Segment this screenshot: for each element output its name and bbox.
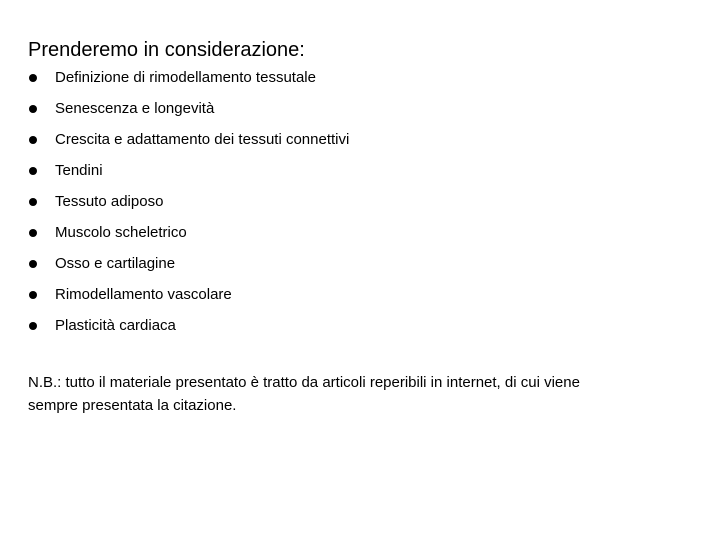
list-item <box>0 189 720 220</box>
bullet-icon <box>29 291 37 299</box>
bullet-icon <box>29 260 37 268</box>
list-item <box>0 251 720 282</box>
bullet-icon <box>29 105 37 113</box>
list-item <box>0 313 720 344</box>
list-item <box>0 158 720 189</box>
list-item-label: Muscolo scheletrico <box>55 224 187 241</box>
list-item-label: Rimodellamento vascolare <box>55 286 232 303</box>
list-item <box>0 127 720 158</box>
slide-heading: Prenderemo in considerazione: <box>28 39 305 61</box>
list-item-label: Tessuto adiposo <box>55 193 164 210</box>
list-item-label: Osso e cartilagine <box>55 255 176 272</box>
list-item <box>0 65 720 96</box>
bullet-icon <box>29 229 37 237</box>
topic-list <box>0 65 720 344</box>
bullet-icon <box>29 74 37 82</box>
list-item-label: Tendini <box>55 162 103 179</box>
bullet-icon <box>29 322 37 330</box>
bullet-icon <box>29 136 37 144</box>
footnote-line-2: sempre presentata la citazione. <box>28 397 237 414</box>
list-item <box>0 282 720 313</box>
list-item <box>0 96 720 127</box>
list-item <box>0 220 720 251</box>
footnote-line-1: N.B.: tutto il materiale presentato è tratto da articoli reperibili in internet, di cui viene <box>28 374 580 391</box>
list-item-label: Plasticità cardiaca <box>55 317 176 334</box>
list-item-label: Definizione di rimodellamento tessutale <box>55 69 316 86</box>
list-item-label: Senescenza e longevità <box>55 100 215 117</box>
list-item-label: Crescita e adattamento dei tessuti connettivi <box>55 131 350 148</box>
footnote <box>28 371 688 417</box>
bullet-icon <box>29 198 37 206</box>
bullet-icon <box>29 167 37 175</box>
